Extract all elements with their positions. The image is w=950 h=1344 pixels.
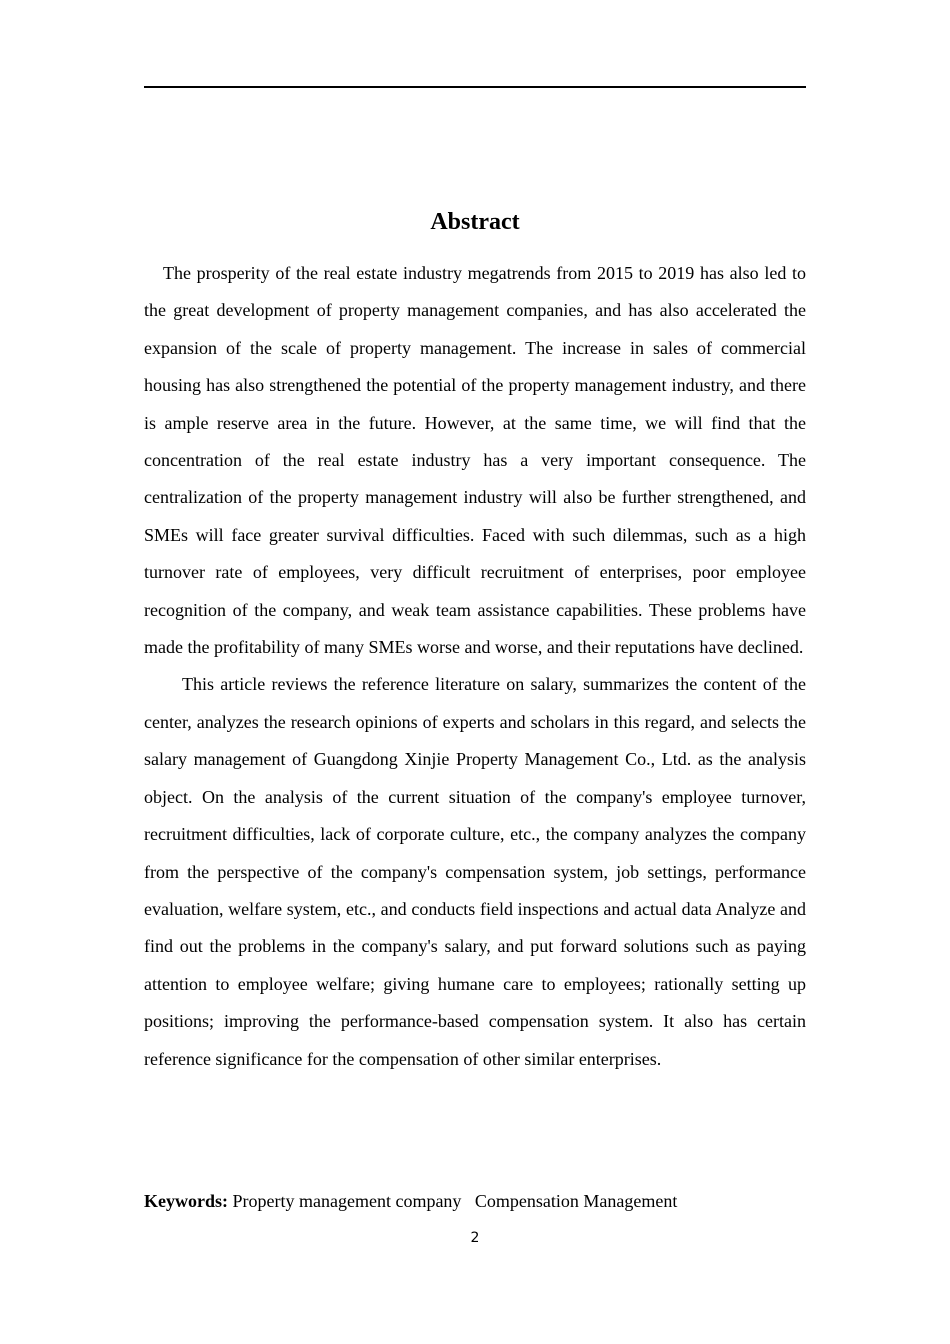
abstract-paragraph: This article reviews the reference literature on salary, summarizes the content of the center, analyzes the research opinions of experts and scholars in this regard, and selects the salary management of Guangdong Xinjie Property Management Co., Ltd. as the analysis object. On the analysis of the current situation of the company's employee turnover, recruitment difficulties, lack of corporate culture, etc., the company analyzes the company from the perspective of the company's compensation system, job settings, performance evaluation, welfare system, etc., and conducts field inspections and actual data Analyze and find out the problems in the company's salary, and put forward solutions such as paying attention to employee welfare; giving humane care to employees; rationally setting up positions; improving the performance-based compensation system. It also has certain reference significance for the compensation of other similar enterprises. [144, 674, 806, 1069]
abstract-title: Abstract [430, 209, 520, 235]
keywords-value: Property management company Compensation Management [228, 1191, 678, 1211]
keywords-line [144, 1183, 806, 1220]
abstract-body [144, 255, 806, 1078]
keywords-label: Keywords: [144, 1191, 228, 1211]
abstract-paragraph: The prosperity of the real estate industry megatrends from 2015 to 2019 has also led to the great development of property management companies, and has also accelerated the expansion of the scale of property management. The increase in sales of commercial housing has also strengthened the potential of the property management industry, and there is ample reserve area in the future. However, at the same time, we will find that the concentration of the real estate industry has a very important consequence. The centralization of the property management industry will also be further strengthened, and SMEs will face greater survival difficulties. Faced with such dilemmas, such as a high turnover rate of employees, very difficult recruitment of enterprises, poor employee recognition of the company, and weak team assistance capabilities. These problems have made the profitability of many SMEs worse and worse, and their reputations have declined. [144, 263, 806, 658]
page-number: 2 [470, 1230, 480, 1246]
header-rule [144, 86, 806, 88]
